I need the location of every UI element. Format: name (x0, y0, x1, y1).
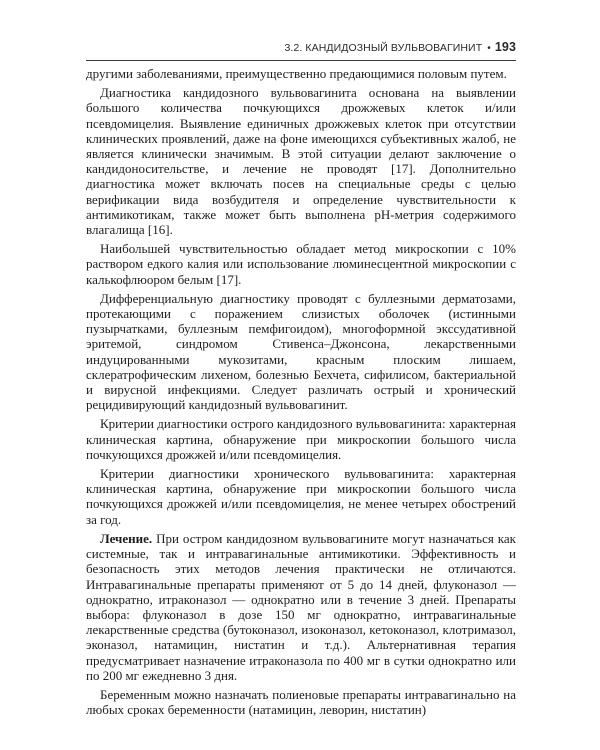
paragraph-differential-diagnosis: Дифференциальную диагностику проводят с буллезными дерматозами, протекающими с поражением слизистых оболочек (истинными пузырчатками, буллезным пемфигоидом), многоформной экссудативной эритемой, синдромом Стивенса–Джонсона, лекарственными индуцированными мукозитами, красным плоским лишаем, склератрофическим лихеном, болезнью Бехчета, сифилисом, бактериальной и вирусной инфекциями. Следует различать острый и хронический рецидивирующий кандидозный вульвовагинит. (86, 290, 516, 413)
body-text (86, 66, 516, 721)
paragraph-diagnostics: Диагностика кандидозного вульвовагинита основана на выявлении большого количества почкующихся дрожжевых клеток и/или псевдомицелия. Выявление единичных дрожжевых клеток при отсутствии клинических проявлений, даже на фоне имеющихся субъективных жалоб, не является клинически значимым. В этой ситуации делают заключение о кандидоносительстве, и лечение не проводят [17]. Дополнительно диагностика может включать посев на специальные среды с целью верификации вида возбудителя и определение чувствительности к антимикотикам, также может быть выполнена pH-метрия содержимого влагалища [16]. (86, 85, 516, 238)
header-rule (86, 60, 516, 61)
paragraph-acute-criteria: Критерии диагностики острого кандидозного вульвовагинита: характерная клиническая картина, обнаружение при микроскопии большого числа почкующихся дрожжей и/или псевдомицелия. (86, 416, 516, 462)
page-number: 193 (494, 40, 516, 54)
paragraph-treatment (86, 531, 516, 683)
paragraph-chronic-criteria: Критерии диагностики хронического вульвовагинита: характерная клиническая картина, обнаружение при микроскопии большого числа почкующихся дрожжей и/или псевдомицелия, не менее четырех обострений за год. (86, 466, 516, 527)
bullet-separator: • (487, 43, 491, 54)
paragraph-microscopy: Наибольшей чувствительностью обладает метод микроскопии с 10% раствором едкого калия или использование люминесцентной микроскопии с калькофлюором белым [17]. (86, 241, 516, 287)
treatment-text: При остром кандидозном вульвовагините могут назначаться как системные, так и интравагинальные антимикотики. Эффективность и безопасность этих методов лечения практически не отличаются. Интравагинальные препараты применяют от 5 до 14 дней, флуконазол — однократно, итраконазол — однократно или в течение 3 дней. Препараты выбора: флуконазол в дозе 150 мг однократно, интравагинальные лекарственные средства (бутоконазол, изоконазол, кетоконазол, клотримазол, эконазол, натамицин, нистатин и т.д.). Альтернативная терапия предусматривает назначение итраконазола по 400 мг в сутки однократно или по 200 мг ежедневно 3 дня. (86, 530, 516, 683)
running-title: 3.2. КАНДИДОЗНЫЙ ВУЛЬВОВАГИНИТ (284, 42, 483, 54)
paragraph-pregnancy: Беременным можно назначать полиеновые препараты интравагинально на любых сроках беременности (натамицин, леворин, нистатин) (86, 686, 516, 718)
running-head (86, 40, 516, 58)
paragraph-continuation: другими заболеваниями, преимущественно предающимися половым путем. (86, 66, 507, 81)
treatment-lead: Лечение. (100, 530, 153, 546)
